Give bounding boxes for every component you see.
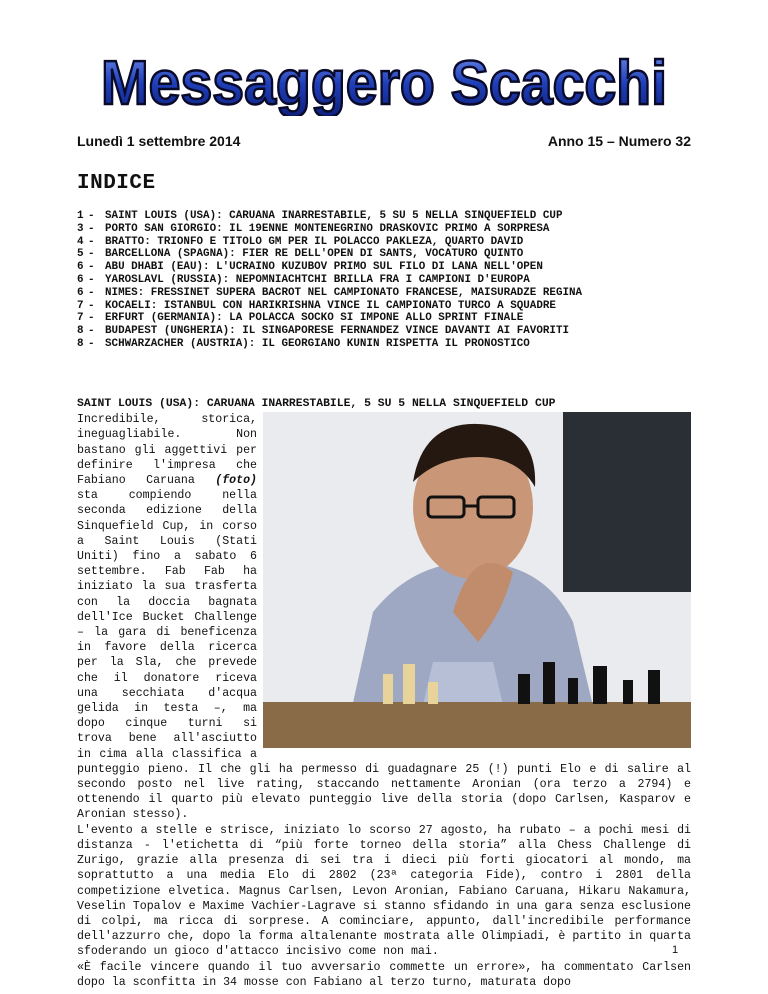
toc-title: BUDAPEST (UNGHERIA): IL SINGAPORESE FERNANDEZ VINCE DAVANTI AI FAVORITI xyxy=(105,325,570,338)
toc-title: SCHWARZACHER (AUSTRIA): IL GEORGIANO KUNIN RISPETTA IL PRONOSTICO xyxy=(105,337,530,350)
toc-title: BRATTO: TRIONFO E TITOLO GM PER IL POLACCO PAKLEZA, QUARTO DAVID xyxy=(105,235,524,248)
toc-title: YAROSLAVL (RUSSIA): NEPOMNIACHTCHI BRILLA FRA I CAMPIONI D'EUROPA xyxy=(105,273,530,286)
article-text: sta compiendo nella seconda edizione della Sinquefield Cup, in corso a Saint Louis (Stati Uniti) fino a sabato 6 settembre. Fab Fab ha iniziato la sua trasferta con la doccia bagnata dell'Ice Bucket Challenge – la gara di beneficenza in favore della ricerca per la Sla, che prevede che il donatore riceva una secchiata d'acqua gelida in testa –, ma dopo cinque turni si trova bene all'asciutto in cima alla classifica a punteggio pieno. Il che gli ha permesso di guadagnare 25 (!) punti Elo e di salire al secondo posto nel live rating, staccando nettamente Aronian (ora terzo a 2794) e ottenendo il quarto più elevato punteggio live della storia (dopo Carlsen, Kasparov e Aronian stesso). xyxy=(77,489,691,822)
caruana-photo xyxy=(263,412,691,748)
index-heading: INDICE xyxy=(77,172,156,195)
issue-date: Lunedì 1 settembre 2014 xyxy=(77,133,241,149)
toc-title: SAINT LOUIS (USA): CARUANA INARRESTABILE, 5 SU 5 NELLA SINQUEFIELD CUP xyxy=(105,210,563,222)
toc-page-number: 6 xyxy=(77,286,84,299)
toc-separator: - xyxy=(88,235,95,248)
article xyxy=(77,397,691,990)
toc-separator: - xyxy=(88,286,95,299)
toc-separator: - xyxy=(88,210,95,222)
toc-page-number: 6 xyxy=(77,261,84,274)
toc-page-number: 5 xyxy=(77,248,84,261)
toc-item xyxy=(77,287,582,300)
toc-separator: - xyxy=(88,248,95,261)
masthead xyxy=(0,48,768,116)
toc-title: ABU DHABI (EAU): L'UCRAINO KUZUBOV PRIMO SUL FILO DI LANA NELL'OPEN xyxy=(105,261,543,274)
toc-title: BARCELLONA (SPAGNA): FIER RE DELL'OPEN DI SANTS, VOCATURO QUINTO xyxy=(105,248,524,261)
toc-item xyxy=(77,312,582,325)
toc-separator: - xyxy=(88,337,95,350)
toc-item xyxy=(77,210,582,223)
toc-page-number: 8 xyxy=(77,337,84,350)
toc-title: KOCAELI: ISTANBUL CON HARIKRISHNA VINCE IL CAMPIONATO TURCO A SQUADRE xyxy=(105,299,556,312)
toc-title: NIMES: FRESSINET SUPERA BACROT NEL CAMPIONATO FRANCESE, MAISURADZE REGINA xyxy=(105,286,583,299)
toc-page-number: 7 xyxy=(77,312,84,325)
photo-reference: (foto) xyxy=(215,474,257,488)
toc-separator: - xyxy=(88,325,95,338)
toc-item xyxy=(77,325,582,338)
toc-page-number: 8 xyxy=(77,325,84,338)
article-paragraph: «È facile vincere quando il tuo avversario commette un errore», ha commentato Carlsen dopo la sconfitta in 34 mosse con Fabiano al terzo turno, maturata dopo xyxy=(77,960,691,989)
toc-item xyxy=(77,338,582,351)
toc-separator: - xyxy=(88,261,95,274)
toc-page-number: 4 xyxy=(77,235,84,248)
toc-item xyxy=(77,261,582,274)
article-text: Incredibile, storica, ineguagliabile. Non bastano gli aggettivi per definire l'impresa che Fabiano Caruana xyxy=(77,413,257,488)
toc-item xyxy=(77,223,582,236)
toc-item xyxy=(77,274,582,287)
toc-separator: - xyxy=(88,222,95,235)
article-paragraph: L'evento a stelle e strisce, iniziato lo scorso 27 agosto, ha rubato – a pochi mesi di distanza - l'etichetta di “più forte torneo della storia” alla Chess Challenge di Zurigo, grazie alla presenza di sei tra i dieci più forti giocatori al mondo, ma soprattutto a una media Elo di 2802 (23ª categoria Fide), contro i 2801 della competizione elvetica. Magnus Carlsen, Levon Aronian, Fabiano Caruana, Hikaru Nakamura, Veselin Topalov e Maxime Vachier-Lagrave si stanno sfidando in una gara senza esclusione di colpi, ma ricca di sorprese. A cominciare, appunto, dall'incredibile performance dell'azzurro che, dopo la forma altalenante mostrata alle Olimpiadi, è partito in quarta sfoderando un gioco d'attacco incisivo come non mai. xyxy=(77,823,691,959)
toc-page-number: 6 xyxy=(77,273,84,286)
article-title: SAINT LOUIS (USA): CARUANA INARRESTABILE, 5 SU 5 NELLA SINQUEFIELD CUP xyxy=(77,398,556,410)
masthead-logo xyxy=(94,48,674,116)
table-of-contents xyxy=(77,210,582,351)
toc-separator: - xyxy=(88,273,95,286)
toc-item xyxy=(77,248,582,261)
masthead-title: Messaggero Scacchi xyxy=(101,49,667,116)
toc-title: PORTO SAN GIORGIO: IL 19ENNE MONTENEGRINO DRASKOVIC PRIMO A SORPRESA xyxy=(105,222,550,235)
toc-separator: - xyxy=(88,299,95,312)
toc-page-number: 3 xyxy=(77,222,84,235)
dateline xyxy=(77,133,691,151)
toc-page-number: 1 xyxy=(77,210,84,222)
toc-item xyxy=(77,236,582,249)
toc-page-number: 7 xyxy=(77,299,84,312)
toc-title: ERFURT (GERMANIA): LA POLACCA SOCKO SI IMPONE ALLO SPRINT FINALE xyxy=(105,312,524,325)
toc-item xyxy=(77,300,582,313)
toc-separator: - xyxy=(88,312,95,325)
issue-number: Anno 15 – Numero 32 xyxy=(547,133,691,149)
page-number: 1 xyxy=(672,944,679,956)
